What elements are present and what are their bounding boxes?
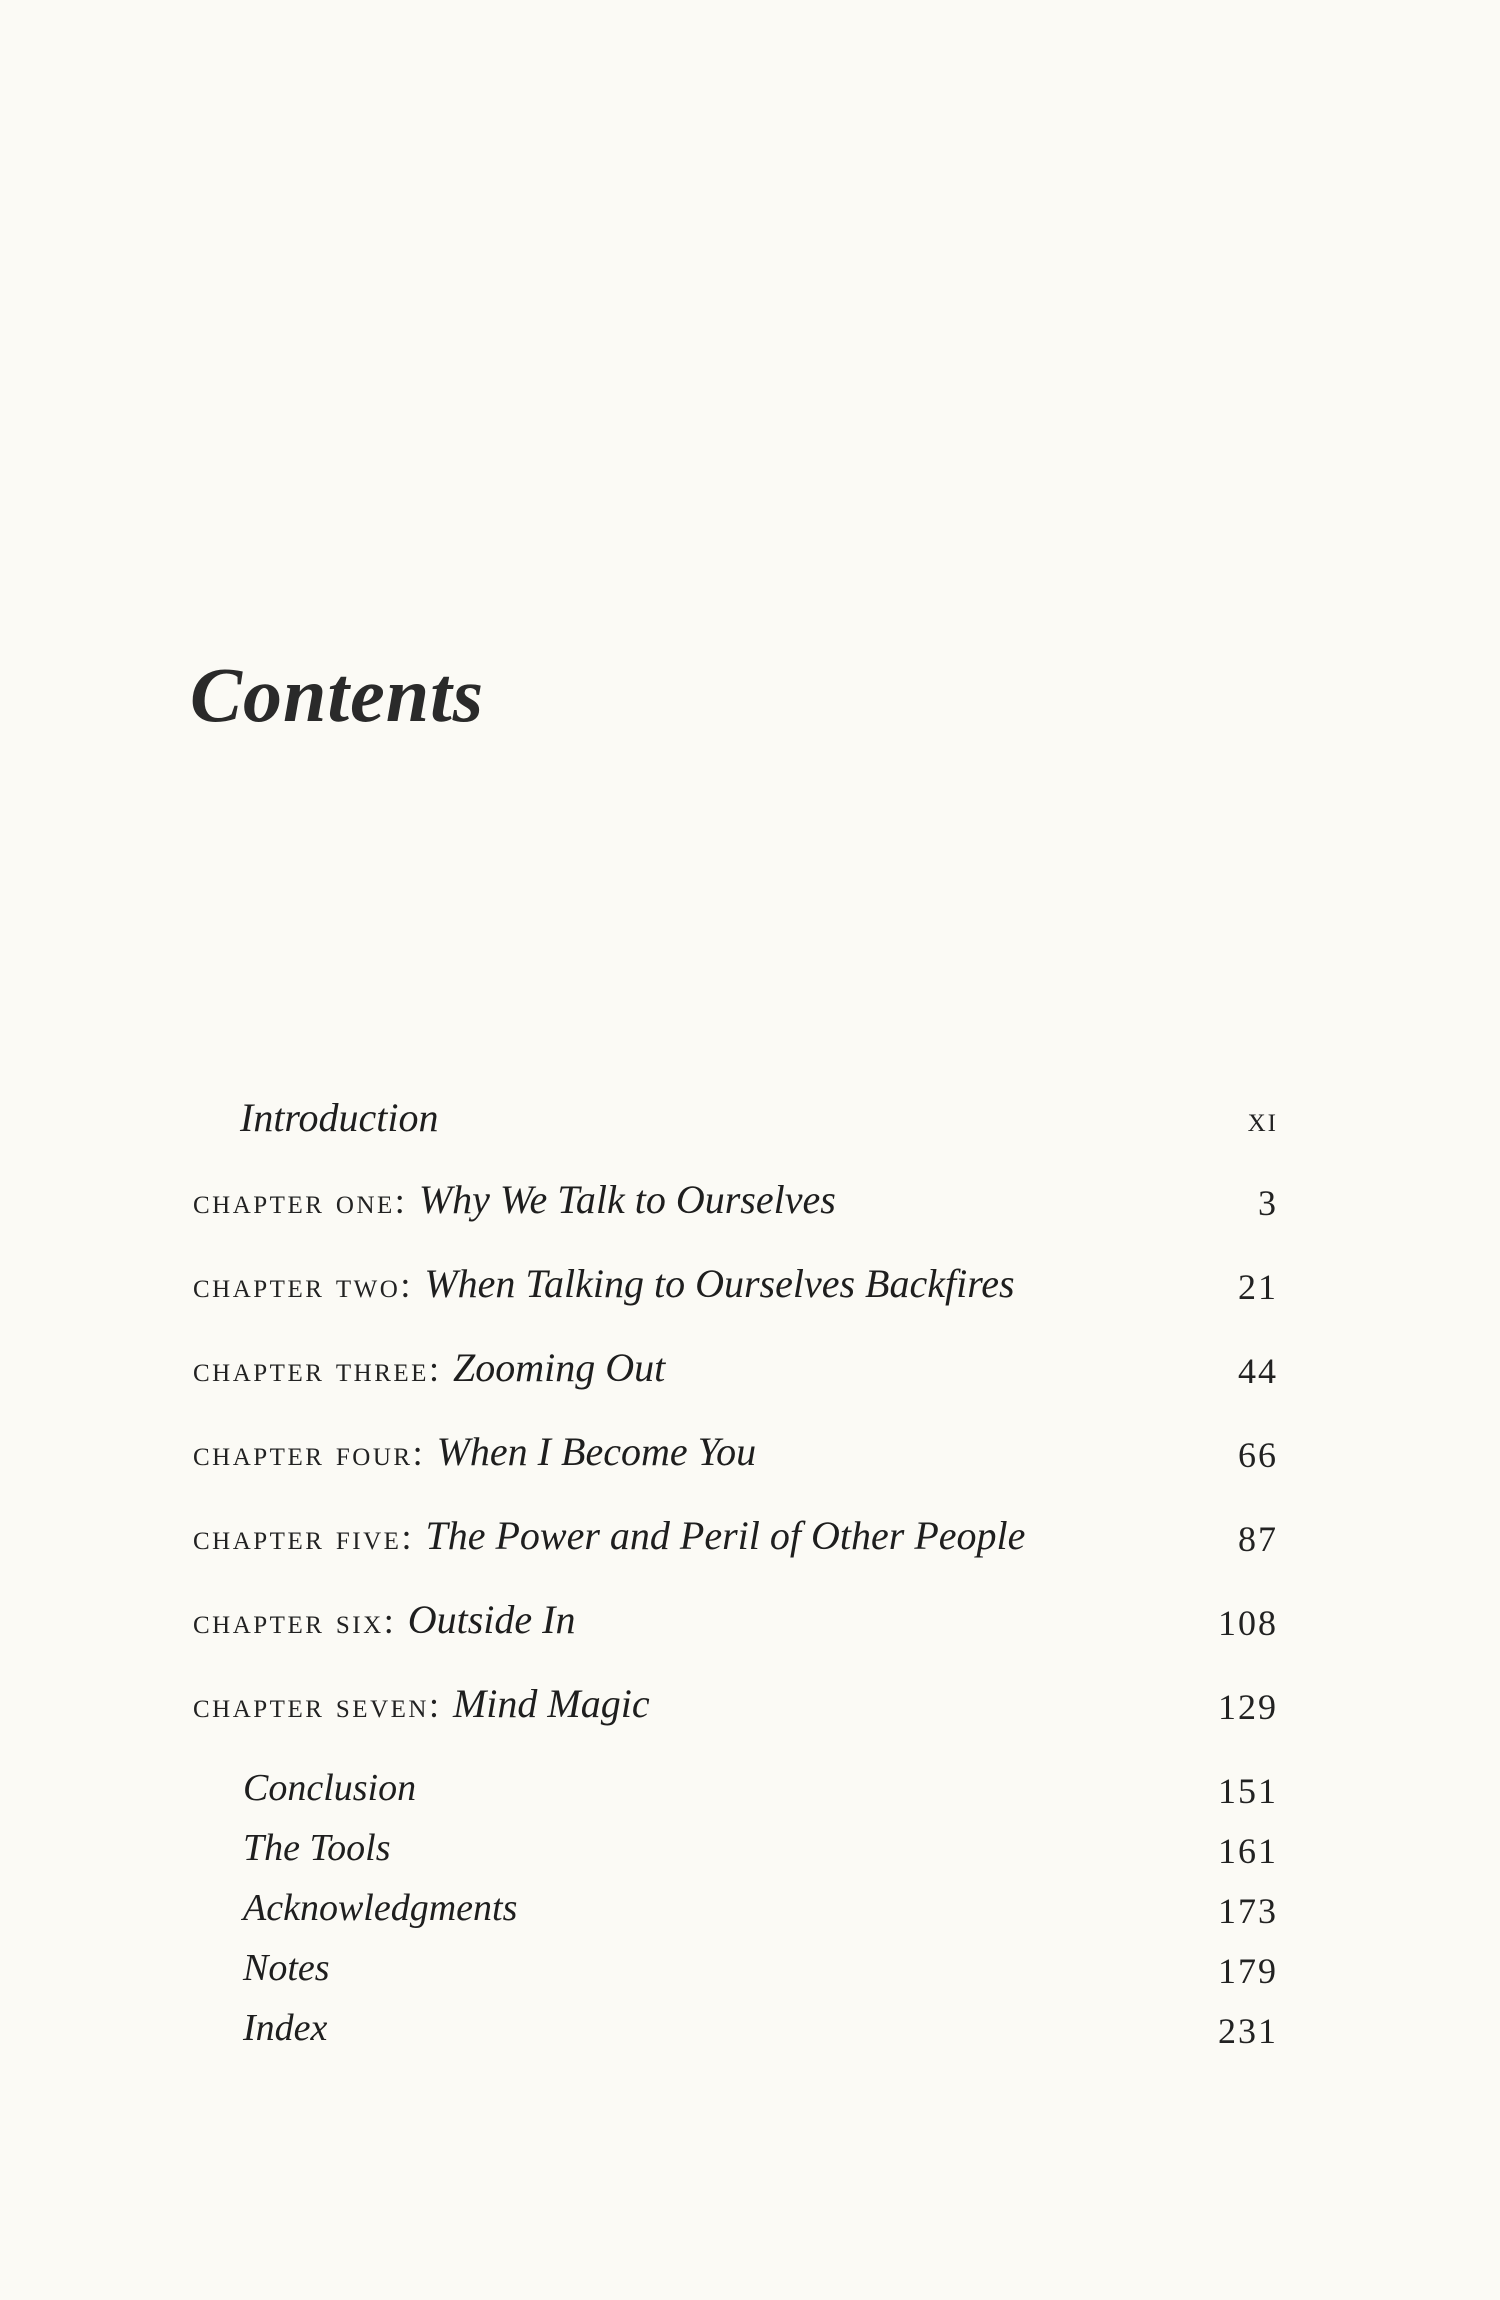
toc-entry-page: 151 [1218,1771,1278,1811]
toc-entry-page: 129 [1218,1687,1278,1727]
toc-entry-chapter-six[interactable]: chapter six : Outside In [193,1597,576,1642]
toc-entry-index[interactable] [243,2006,327,2050]
toc-entry-page: 87 [1238,1519,1278,1559]
toc-entry-page: 161 [1218,1831,1278,1871]
chapter-title: When Talking to Ourselves Backfires [424,1261,1015,1306]
toc-entry-conclusion[interactable] [243,1766,416,1810]
chapter-label: chapter two [193,1265,401,1305]
chapter-title: Zooming Out [452,1345,666,1390]
toc-entry-title: Index [243,2007,328,2049]
chapter-title: When I Become You [436,1429,757,1474]
toc-entry-acknowledgments[interactable] [243,1886,517,1930]
chapter-title: Mind Magic [452,1681,650,1726]
chapter-label: chapter five [193,1517,402,1557]
toc-entry-title: Introduction [240,1095,439,1140]
toc-entry-page: 231 [1218,2011,1278,2051]
page-title: Contents [190,651,485,738]
toc-entry-title: Notes [243,1947,330,1989]
chapter-label: chapter three [193,1349,429,1389]
chapter-title: Why We Talk to Ourselves [418,1177,836,1222]
toc-entry-chapter-one[interactable]: chapter one : Why We Talk to Ourselves [193,1177,836,1222]
toc-entry-page: 66 [1238,1435,1278,1475]
toc-entry-chapter-five[interactable]: chapter five : The Power and Peril of Other People [193,1513,1026,1558]
toc-entry-chapter-two[interactable]: chapter two : When Talking to Ourselves Backfires [193,1261,1015,1306]
toc-entry-the-tools[interactable] [243,1826,391,1870]
chapter-label: chapter one [193,1181,395,1221]
chapter-label: chapter seven [193,1685,429,1725]
toc-entry-title: Acknowledgments [243,1887,518,1929]
toc-entry-page: 44 [1238,1351,1278,1391]
toc-entry-title: Conclusion [243,1767,417,1809]
chapter-title: Outside In [407,1597,576,1642]
toc-entry-notes[interactable] [243,1946,330,1990]
chapter-title: The Power and Peril of Other People [425,1513,1026,1558]
toc-entry-page: 3 [1258,1183,1278,1223]
toc-entry-page: 21 [1238,1267,1278,1307]
toc-entry-page: xi [1247,1099,1278,1139]
chapter-label: chapter six [193,1601,384,1641]
toc-entry-introduction[interactable] [240,1094,439,1141]
chapter-label: chapter four [193,1433,413,1473]
toc-entry-chapter-four[interactable]: chapter four : When I Become You [193,1429,757,1474]
toc-entry-page: 173 [1218,1891,1278,1931]
toc-entry-title: The Tools [243,1827,391,1869]
toc-entry-page: 179 [1218,1951,1278,1991]
toc-entry-chapter-three[interactable]: chapter three : Zooming Out [193,1345,666,1390]
toc-entry-chapter-seven[interactable]: chapter seven : Mind Magic [193,1681,650,1726]
toc-entry-page: 108 [1218,1603,1278,1643]
